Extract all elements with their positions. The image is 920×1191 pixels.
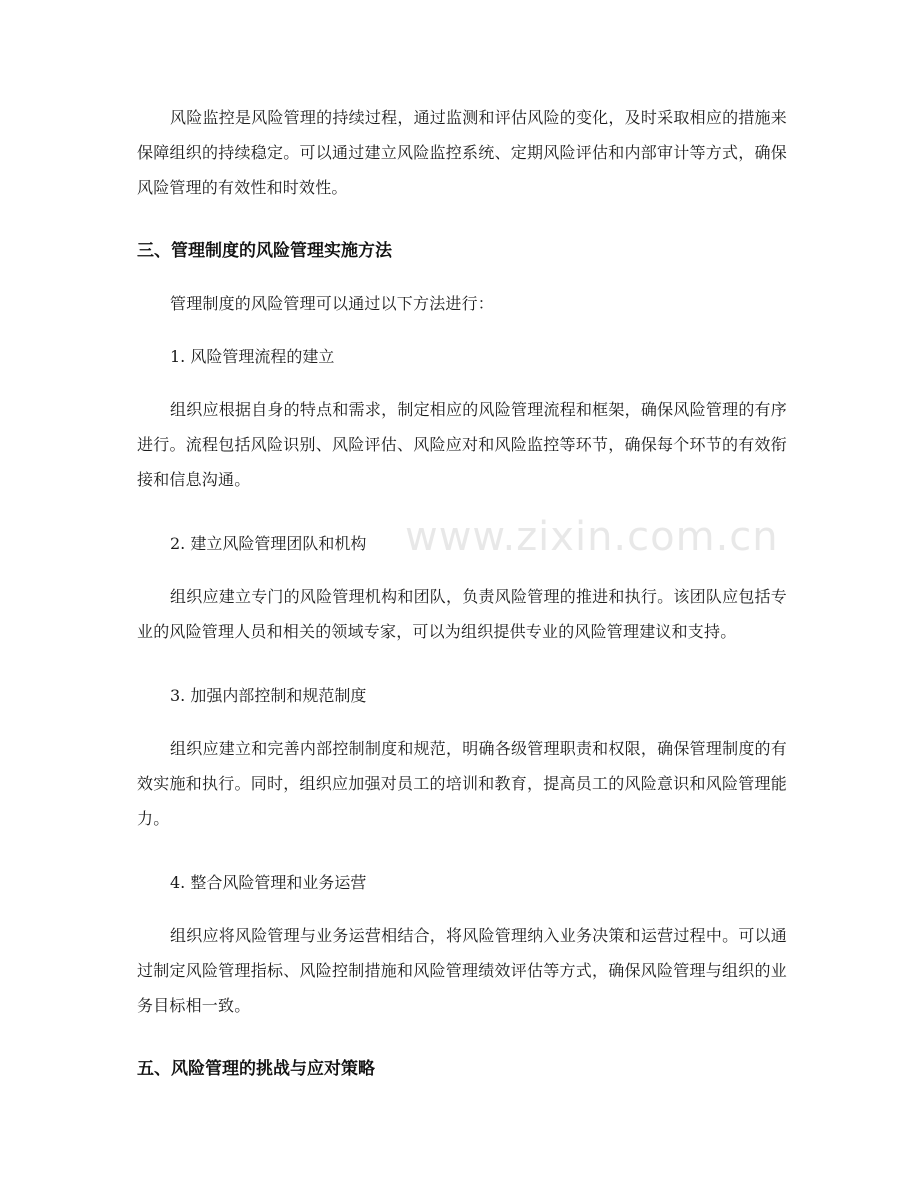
subheading-item-1: 1. 风险管理流程的建立: [170, 347, 335, 366]
watermark: www.zixin.com.cn: [405, 514, 779, 560]
subheading-item-3: 3. 加强内部控制和规范制度: [170, 686, 367, 705]
document-body: [137, 100, 787, 1104]
paragraph-item-4: 组织应将风险管理与业务运营相结合，将风险管理纳入业务决策和运营过程中。可以通过制定风险管理指标、风险控制措施和风险管理绩效评估等方式，确保风险管理与组织的业务目标相一致。: [137, 926, 787, 1015]
paragraph-intro-methods: 管理制度的风险管理可以通过以下方法进行：: [170, 294, 495, 313]
paragraph-risk-monitoring: 风险监控是风险管理的持续过程，通过监测和评估风险的变化，及时采取相应的措施来保障组织的持续稳定。可以通过建立风险监控系统、定期风险评估和内部审计等方式，确保风险管理的有效性和时效性。: [137, 108, 787, 197]
subheading-item-4: 4. 整合风险管理和业务运营: [170, 873, 367, 892]
paragraph-item-1: 组织应根据自身的特点和需求，制定相应的风险管理流程和框架，确保风险管理的有序进行。流程包括风险识别、风险评估、风险应对和风险监控等环节，确保每个环节的有效衔接和信息沟通。: [137, 400, 787, 489]
paragraph-item-3: 组织应建立和完善内部控制制度和规范，明确各级管理职责和权限，确保管理制度的有效实施和执行。同时，组织应加强对员工的培训和教育，提高员工的风险意识和风险管理能力。: [137, 739, 787, 828]
subheading-item-2: 2. 建立风险管理团队和机构: [170, 534, 367, 553]
section-heading-5: 五、风险管理的挑战与应对策略: [137, 1059, 375, 1079]
section-heading-3: 三、管理制度的风险管理实施方法: [137, 241, 392, 261]
paragraph-item-2: 组织应建立专门的风险管理机构和团队，负责风险管理的推进和执行。该团队应包括专业的风险管理人员和相关的领域专家，可以为组织提供专业的风险管理建议和支持。: [137, 587, 787, 641]
